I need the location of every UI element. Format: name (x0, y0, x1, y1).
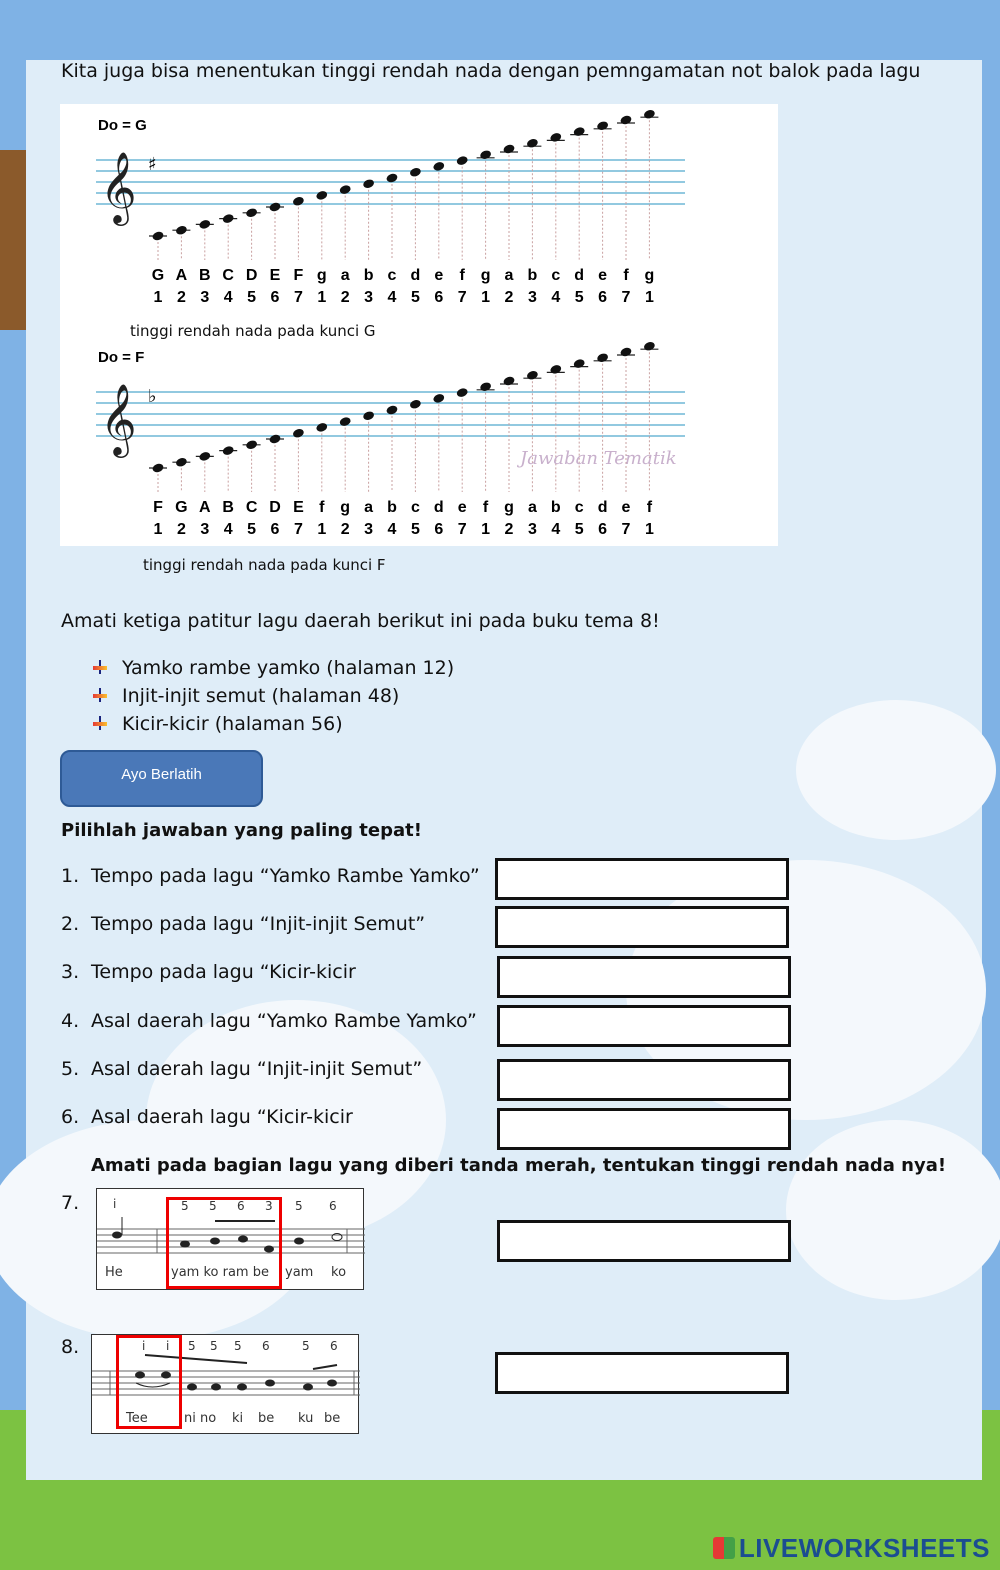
note-head (619, 346, 632, 357)
note-number: 5 (410, 289, 420, 306)
question-number: 4. (61, 1010, 80, 1032)
lyric: Tee (126, 1411, 148, 1426)
lyric: yam ko ram be (171, 1265, 269, 1280)
note-letter: F (153, 499, 163, 516)
note-letter: f (482, 499, 489, 516)
note-instruction: Amati pada bagian lagu yang diberi tanda merah, tentukan tinggi rendah nada nya! (91, 1155, 947, 1176)
note-number: 5 (234, 1339, 242, 1353)
note-head (222, 213, 235, 224)
liveworksheets-logo (713, 1533, 990, 1564)
note-number: 3 (527, 521, 537, 538)
note-letter: a (364, 499, 374, 516)
question-text: Asal daerah lagu “Kicir-kicir (91, 1106, 353, 1128)
note-number: 3 (364, 521, 374, 538)
song-label: Injit-injit semut (halaman 48) (122, 685, 400, 707)
note-number: 5 (247, 289, 257, 306)
note-head (175, 457, 188, 468)
lyric: He (105, 1265, 123, 1280)
note-head (573, 358, 586, 369)
note-number: 4 (551, 521, 561, 538)
answer-input-3[interactable] (497, 956, 791, 998)
note-letter: d (433, 499, 444, 516)
question-text: Tempo pada lagu “Injit-injit Semut” (91, 913, 426, 935)
note-number: 4 (387, 521, 397, 538)
note-number: 5 (302, 1339, 310, 1353)
note-letter: g (644, 267, 655, 284)
question-text: Tempo pada lagu “Kicir-kicir (91, 961, 356, 983)
note-number: 5 (209, 1199, 217, 1213)
note-number: 5 (181, 1199, 189, 1213)
note-number: 1 (481, 289, 491, 306)
note-head (502, 143, 515, 154)
list-item (92, 710, 454, 738)
note-letter: b (363, 267, 374, 284)
note-number: 1 (644, 289, 654, 306)
note-number: 2 (504, 521, 514, 538)
note-number: 7 (457, 521, 467, 538)
note-letter: e (457, 499, 467, 516)
note-number: 6 (598, 521, 608, 538)
answer-input-2[interactable] (495, 906, 789, 948)
note-letter: c (410, 499, 420, 516)
note-letter: G (175, 499, 188, 516)
note-number: 1 (153, 289, 163, 306)
note-number: 2 (504, 289, 514, 306)
note-number: 2 (340, 521, 350, 538)
note-head (268, 201, 281, 212)
note-head (456, 387, 469, 398)
note-head (315, 422, 328, 433)
note-number: 7 (621, 289, 631, 306)
note-head (479, 381, 492, 392)
note-letter: F (293, 267, 304, 284)
do-label: Do = G (98, 117, 147, 134)
note-number: i (113, 1197, 117, 1211)
note-number: 3 (364, 289, 374, 306)
question-text: Asal daerah lagu “Yamko Rambe Yamko” (91, 1010, 477, 1032)
note-number: 3 (265, 1199, 273, 1213)
note-number: 3 (200, 521, 210, 538)
note-letter: a (504, 267, 514, 284)
question-number: 7. (61, 1192, 80, 1214)
note-number: 6 (434, 289, 444, 306)
answer-input-5[interactable] (497, 1059, 791, 1101)
treble-clef-icon: 𝄞 (100, 150, 137, 223)
note-letter: b (527, 267, 538, 284)
note-number: 1 (481, 521, 491, 538)
note-head (268, 433, 281, 444)
observe-prompt: Amati ketiga patitur lagu daerah berikut ini pada buku tema 8! (61, 610, 660, 632)
note-number: 6 (237, 1199, 245, 1213)
answer-input-7[interactable] (497, 1220, 791, 1262)
note-number: 7 (293, 521, 303, 538)
lyric: yam (285, 1265, 314, 1280)
brand-label: LIVEWORKSHEETS (738, 1533, 990, 1563)
note-number: 5 (574, 289, 584, 306)
note-letter: B (199, 267, 211, 284)
note-letter: f (646, 499, 653, 516)
note-head (409, 399, 422, 410)
note-head (549, 132, 562, 143)
key-signature: ♯ (148, 154, 157, 175)
question-number: 8. (61, 1336, 80, 1358)
note-number: 5 (410, 521, 420, 538)
intro-text: Kita juga bisa menentukan tinggi rendah nada dengan pemngamatan not balok pada lagu (61, 60, 921, 82)
note-head (198, 451, 211, 462)
note-number: 4 (387, 289, 397, 306)
list-item (92, 682, 454, 710)
lyric: ki (232, 1411, 244, 1426)
note-number: 1 (317, 521, 327, 538)
answer-input-6[interactable] (497, 1108, 791, 1150)
note-head (526, 138, 539, 149)
question-text: Asal daerah lagu “Injit-injit Semut” (91, 1058, 423, 1080)
q8-score-snippet (91, 1334, 359, 1434)
song-list (92, 654, 454, 738)
note-number: 6 (262, 1339, 270, 1353)
note-letter: g (316, 267, 327, 284)
note-head (643, 109, 656, 120)
lyric: be (258, 1411, 275, 1426)
liveworksheets-icon (713, 1537, 735, 1559)
answer-input-4[interactable] (497, 1005, 791, 1047)
note-number: 7 (293, 289, 303, 306)
note-letter: A (175, 267, 188, 284)
note-head (409, 167, 422, 178)
song-label: Kicir-kicir (halaman 56) (122, 713, 343, 735)
note-letter: f (623, 267, 629, 284)
note-head (292, 428, 305, 439)
bullet-icon (92, 688, 108, 704)
note-number: 6 (329, 1199, 337, 1213)
note-letter: E (293, 499, 304, 516)
note-letter: g (504, 499, 514, 516)
note-head (456, 155, 469, 166)
note-number: 4 (223, 289, 233, 306)
note-number: 2 (176, 521, 186, 538)
question-number: 3. (61, 961, 80, 983)
note-head (245, 207, 258, 218)
note-letter: f (459, 267, 465, 284)
note-number: 6 (330, 1339, 338, 1353)
note-letter: D (245, 267, 258, 284)
key-signature: ♭ (148, 386, 157, 407)
lyric: be (324, 1411, 341, 1426)
note-letter: g (340, 499, 351, 516)
note-head (526, 370, 539, 381)
note-letter: C (245, 499, 258, 516)
note-letter: b (550, 499, 561, 516)
note-letter: a (340, 267, 350, 284)
note-head (596, 352, 609, 363)
question-number: 5. (61, 1058, 80, 1080)
note-head (222, 445, 235, 456)
note-number: 4 (551, 289, 561, 306)
note-head (292, 196, 305, 207)
bullet-icon (92, 716, 108, 732)
note-number: 3 (527, 289, 537, 306)
note-number: i (166, 1339, 170, 1353)
note-letter: B (222, 499, 234, 516)
staff-f-caption: tinggi rendah nada pada kunci F (143, 556, 386, 574)
note-number: 1 (153, 521, 163, 538)
note-number: 5 (210, 1339, 218, 1353)
note-number: 5 (295, 1199, 303, 1213)
watermark: Jawaban Tematik (520, 448, 677, 469)
lyric: ko (331, 1265, 347, 1280)
note-head (362, 178, 375, 189)
question-number: 1. (61, 865, 80, 887)
lyric: ku (298, 1411, 314, 1426)
answer-input-8[interactable] (495, 1352, 789, 1394)
note-letter: d (410, 267, 421, 284)
note-head (573, 126, 586, 137)
do-label: Do = F (98, 349, 145, 366)
note-letter: f (319, 499, 325, 516)
treble-clef-icon: 𝄞 (100, 382, 137, 455)
note-letter: e (434, 267, 444, 284)
note-number: 6 (270, 289, 280, 306)
note-head (549, 364, 562, 375)
note-number: 7 (621, 521, 631, 538)
note-number: 5 (247, 521, 257, 538)
red-highlight-box (166, 1197, 282, 1289)
list-item (92, 654, 454, 682)
note-letter: G (151, 267, 165, 284)
cloud-decoration (796, 700, 996, 840)
note-number: 3 (200, 289, 210, 306)
note-number: 5 (188, 1339, 196, 1353)
note-head (502, 375, 515, 386)
note-head (175, 225, 188, 236)
question-number: 2. (61, 913, 80, 935)
song-label: Yamko rambe yamko (halaman 12) (122, 657, 455, 679)
note-head (596, 120, 609, 131)
note-head (315, 190, 328, 201)
note-number: i (142, 1339, 146, 1353)
note-number: 4 (223, 521, 233, 538)
note-head (479, 149, 492, 160)
note-head (151, 462, 164, 473)
note-letter: g (480, 267, 491, 284)
lyric: ni no (184, 1411, 217, 1426)
note-number: 6 (598, 289, 608, 306)
bullet-icon (92, 660, 108, 676)
note-letter: E (269, 267, 281, 284)
note-letter: b (387, 499, 397, 516)
note-letter: c (387, 267, 397, 284)
note-head (198, 219, 211, 230)
note-number: 1 (317, 289, 327, 306)
note-letter: c (574, 499, 584, 516)
note-number: 6 (434, 521, 444, 538)
note-head (643, 341, 656, 352)
red-highlight-box (116, 1335, 182, 1429)
ayo-berlatih-button[interactable]: Ayo Berlatih (60, 750, 263, 807)
staff-g-caption: tinggi rendah nada pada kunci G (130, 322, 376, 340)
note-number: 6 (270, 521, 280, 538)
note-letter: C (222, 267, 234, 284)
note-letter: D (269, 499, 281, 516)
question-text: Tempo pada lagu “Yamko Rambe Yamko” (91, 865, 480, 887)
note-letter: c (551, 267, 561, 284)
note-head (245, 439, 258, 450)
note-letter: A (199, 499, 211, 516)
note-letter: e (621, 499, 631, 516)
note-number: 5 (574, 521, 584, 538)
note-letter: d (597, 499, 608, 516)
note-number: 2 (176, 289, 186, 306)
note-letter: d (574, 267, 585, 284)
note-head (151, 230, 164, 241)
cloud-decoration (786, 1120, 1000, 1300)
note-number: 7 (457, 289, 467, 306)
note-head (362, 410, 375, 421)
question-number: 6. (61, 1106, 80, 1128)
note-number: 2 (340, 289, 350, 306)
note-letter: e (598, 267, 608, 284)
instruction-heading: Pilihlah jawaban yang paling tepat! (61, 820, 422, 841)
note-head (619, 114, 632, 125)
note-letter: a (527, 499, 537, 516)
answer-input-1[interactable] (495, 858, 789, 900)
note-number: 1 (644, 521, 654, 538)
q7-score-snippet (96, 1188, 364, 1290)
